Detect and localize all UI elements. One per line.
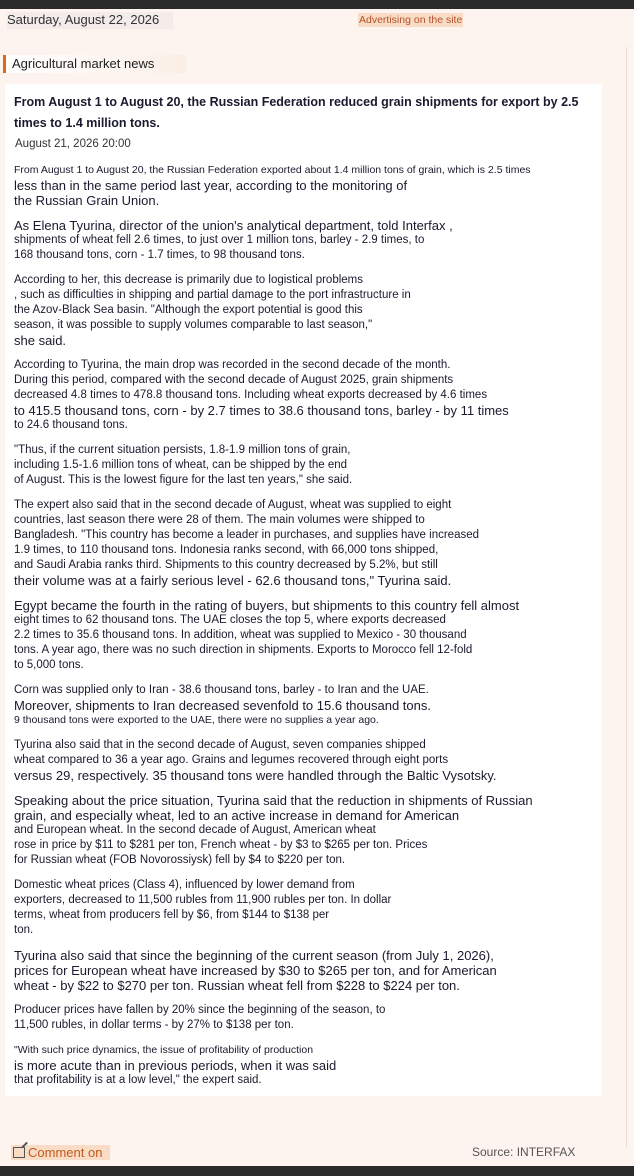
paragraph-line: According to her, this decrease is primarily due to logistical problems <box>14 274 363 286</box>
paragraph-line: As Elena Tyurina, director of the union's analytical department, told Interfax , <box>14 218 453 233</box>
current-date: Saturday, August 22, 2026 <box>7 12 173 29</box>
paragraph-line: to 24.6 thousand tons. <box>14 419 128 431</box>
paragraph-line: 11,500 rubles, in dollar terms - by 27% to $138 per ton. <box>14 1019 294 1031</box>
article-paragraph <box>14 498 593 588</box>
article-paragraph <box>14 683 593 728</box>
paragraph-line: versus 29, respectively. 35 thousand tons were handled through the Baltic Vysotsky. <box>14 768 497 783</box>
paragraph-line: and European wheat. In the second decade of August, American wheat <box>14 824 376 836</box>
paragraph-line: season, it was possible to supply volumes comparable to last season," <box>14 319 373 331</box>
paragraph-line: and Saudi Arabia ranks third. Shipments to this country decreased by 5.2%, but still <box>14 559 438 571</box>
article-paragraph <box>14 218 593 263</box>
bottom-bar <box>0 1166 634 1176</box>
article-headline: From August 1 to August 20, the Russian Federation reduced grain shipments for export by 2.5 times to 1.4 million tons. <box>14 95 579 130</box>
paragraph-line: ton. <box>14 924 34 936</box>
edit-icon <box>13 1147 25 1158</box>
paragraph-line: shipments of wheat fell 2.6 times, to just over 1 million tons, barley - 2.9 times, to <box>14 234 425 246</box>
article-paragraph <box>14 163 593 208</box>
divider <box>626 47 627 1147</box>
paragraph-line: their volume was at a fairly serious level - 62.6 thousand tons," Tyurina said. <box>14 573 452 588</box>
paragraph-line: Producer prices have fallen by 20% since the beginning of the season, to <box>14 1004 386 1016</box>
paragraph-line: Egypt became the fourth in the rating of buyers, but shipments to this country fell almost <box>14 598 520 613</box>
paragraph-line: Corn was supplied only to Iran - 38.6 thousand tons, barley - to Iran and the UAE. <box>14 684 429 696</box>
paragraph-line: eight times to 62 thousand tons. The UAE closes the top 5, where exports decreased <box>14 614 446 626</box>
top-bar <box>0 0 634 9</box>
paragraph-line: including 1.5-1.6 million tons of wheat, can be shipped by the end <box>14 459 348 471</box>
paragraph-line: to 5,000 tons. <box>14 659 84 671</box>
paragraph-line: terms, wheat from producers fell by $6, from $144 to $138 per <box>14 909 330 921</box>
paragraph-line: wheat compared to 36 a year ago. Grains and legumes recovered through eight ports <box>14 754 449 766</box>
paragraph-line: countries, last season there were 28 of them. The main volumes were shipped to <box>14 514 425 526</box>
paragraph-line: Bangladesh. "This country has become a leader in purchases, and supplies have increased <box>14 529 480 541</box>
paragraph-line: Domestic wheat prices (Class 4), influenced by lower demand from <box>14 879 355 891</box>
paragraph-line: 9 thousand tons were exported to the UAE, there were no supplies a year ago. <box>14 714 379 726</box>
paragraph-line: to 415.5 thousand tons, corn - by 2.7 times to 38.6 thousand tons, barley - by 11 times <box>14 403 509 418</box>
paragraph-line: grain, and especially wheat, led to an active increase in demand for American <box>14 808 460 823</box>
paragraph-line: less than in the same period last year, according to the monitoring of <box>14 178 408 193</box>
paragraph-line: rose in price by $11 to $281 per ton, French wheat - by $3 to $265 per ton. Prices <box>14 839 428 851</box>
article-paragraph <box>14 878 593 938</box>
paragraph-line: that profitability is at a low level," the expert said. <box>14 1074 262 1086</box>
paragraph-line: the Russian Grain Union. <box>14 193 160 208</box>
article-paragraph <box>14 948 593 993</box>
comment-button[interactable] <box>11 1145 110 1160</box>
paragraph-line: 168 thousand tons, corn - 1.7 times, to 98 thousand tons. <box>14 249 305 261</box>
paragraph-line: The expert also said that in the second decade of August, wheat was supplied to eight <box>14 499 452 511</box>
paragraph-line: prices for European wheat have increased by $30 to $265 per ton, and for American <box>14 963 497 978</box>
article-paragraph <box>14 793 593 868</box>
article-footer <box>9 1145 622 1161</box>
paragraph-line: 2.2 times to 35.6 thousand tons. In addition, wheat was supplied to Mexico - 30 thousand <box>14 629 467 641</box>
article-source: Source: INTERFAX <box>472 1145 576 1159</box>
section-title: Agricultural market news <box>3 55 186 73</box>
advertising-link[interactable]: Advertising on the site <box>359 14 463 26</box>
article-paragraph <box>14 738 593 783</box>
paragraph-line: Speaking about the price situation, Tyurina said that the reduction in shipments of Russian <box>14 793 533 808</box>
paragraph-line: According to Tyurina, the main drop was recorded in the second decade of the month. <box>14 359 451 371</box>
article-paragraph <box>14 598 593 673</box>
paragraph-line: exporters, decreased to 11,500 rubles from 11,900 rubles per ton. In dollar <box>14 894 392 906</box>
article-paragraph <box>14 443 593 488</box>
paragraph-line: decreased 4.8 times to 478.8 thousand tons. Including wheat exports decreased by 4.6 times <box>14 389 488 401</box>
paragraph-line: tons. A year ago, there was no such direction in shipments. Exports to Morocco fell 12-fold <box>14 644 473 656</box>
paragraph-line: Tyurina also said that in the second decade of August, seven companies shipped <box>14 739 426 751</box>
article-paragraph <box>14 358 593 433</box>
paragraph-line: During this period, compared with the second decade of August 2025, grain shipments <box>14 374 454 386</box>
paragraph-line: , such as difficulties in shipping and partial damage to the port infrastructure in <box>14 289 411 301</box>
paragraph-line: wheat - by $22 to $270 per ton. Russian wheat fell from $228 to $224 per ton. <box>14 978 460 993</box>
paragraph-line: 1.9 times, to 110 thousand tons. Indonesia ranks second, with 66,000 tons shipped, <box>14 544 439 556</box>
paragraph-line: "With such price dynamics, the issue of profitability of production <box>14 1044 314 1056</box>
paragraph-line: Moreover, shipments to Iran decreased sevenfold to 15.6 thousand tons. <box>14 698 431 713</box>
article <box>5 84 602 1096</box>
paragraph-line: is more acute than in previous periods, when it was said <box>14 1058 337 1073</box>
article-paragraph <box>14 273 593 348</box>
article-timestamp: August 21, 2026 20:00 <box>15 138 131 150</box>
paragraph-line: she said. <box>14 333 67 348</box>
paragraph-line: Tyurina also said that since the beginning of the current season (from July 1, 2026), <box>14 948 494 963</box>
paragraph-line: for Russian wheat (FOB Novorossiysk) fell by $4 to $220 per ton. <box>14 854 346 866</box>
article-paragraph <box>14 1043 593 1088</box>
paragraph-line: the Azov-Black Sea basin. "Although the export potential is good this <box>14 304 363 316</box>
paragraph-line: of August. This is the lowest figure for the last ten years," she said. <box>14 474 353 486</box>
paragraph-line: From August 1 to August 20, the Russian Federation exported about 1.4 million tons of grain, which is 2.5 times <box>14 164 531 176</box>
paragraph-line: "Thus, if the current situation persists, 1.8-1.9 million tons of grain, <box>14 444 351 456</box>
comment-label: Comment on <box>28 1145 103 1160</box>
article-paragraph <box>14 1003 593 1033</box>
